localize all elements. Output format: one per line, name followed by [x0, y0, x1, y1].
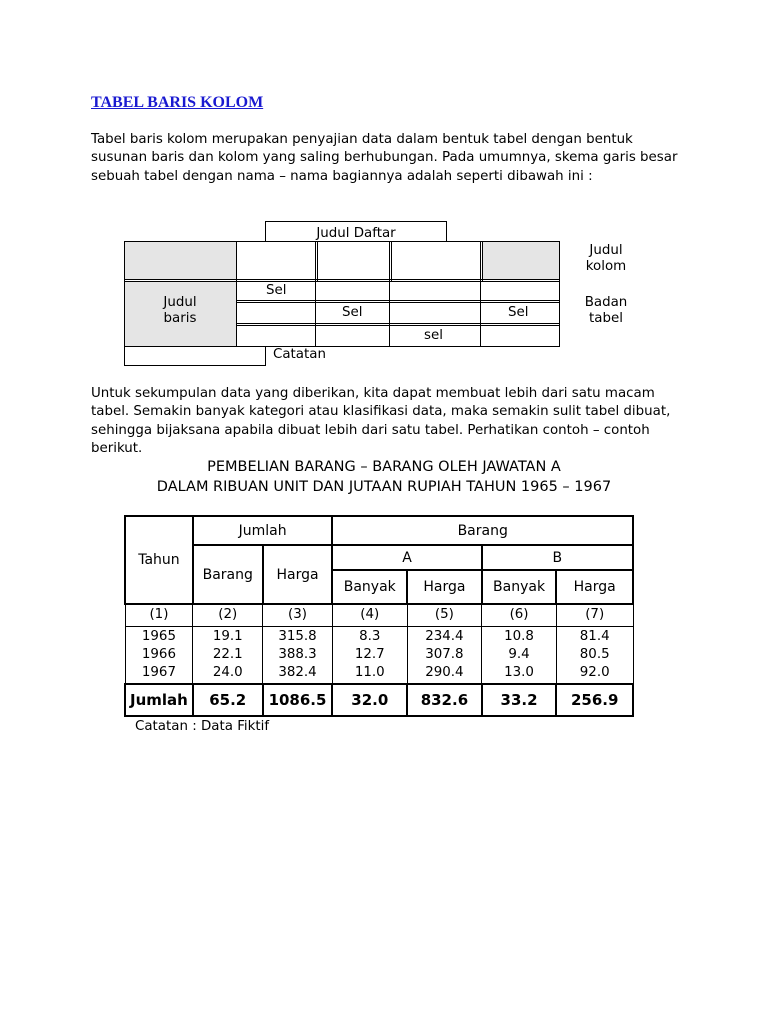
header-a-harga: Harga	[407, 570, 482, 604]
data-column: 8.3 12.7 11.0	[332, 626, 407, 684]
total-value: 832.6	[407, 684, 482, 716]
schema-line	[236, 300, 560, 301]
data-column: 234.4 307.8 290.4	[407, 626, 482, 684]
total-value: 1086.5	[263, 684, 333, 716]
data-column-tahun: 1965 1966 1967	[125, 626, 193, 684]
judul-baris-label: Judul baris	[163, 295, 197, 326]
schema-line	[124, 281, 560, 282]
table-row	[125, 626, 633, 684]
header-b-harga: Harga	[556, 570, 633, 604]
cell-label: Sel	[508, 305, 529, 320]
badan-tabel-label: Badan tabel	[584, 295, 628, 326]
schema-line	[391, 241, 392, 281]
second-paragraph: Untuk sekumpulan data yang diberikan, kita dapat membuat lebih dari satu macam tabel. Semakin banyak kategori atau klasifikasi data, maka semakin sulit tabel dibuat, sehingga bijaksana apabila dibuat lebih dari satu tabel. Perhatikan contoh – contoh berikut.	[91, 386, 671, 456]
header-jumlah-harga: Harga	[263, 545, 333, 604]
schema-line	[236, 325, 560, 326]
header-jumlah-barang: Barang	[193, 545, 263, 604]
table-note: Catatan : Data Fiktif	[135, 719, 270, 734]
judul-kolom-label: Judul kolom	[585, 243, 627, 274]
data-column: 315.8 388.3 382.4	[263, 626, 333, 684]
cell-label: sel	[424, 328, 443, 343]
header-b: B	[482, 545, 633, 570]
total-row	[125, 684, 633, 716]
header-a: A	[332, 545, 481, 570]
catatan-box	[124, 346, 266, 366]
column-number: (2)	[193, 604, 263, 626]
column-number: (6)	[482, 604, 557, 626]
total-value: 256.9	[556, 684, 633, 716]
schema-line	[480, 241, 481, 347]
schema-line	[482, 241, 483, 281]
data-column: 19.1 22.1 24.0	[193, 626, 263, 684]
total-value: 65.2	[193, 684, 263, 716]
column-number: (1)	[125, 604, 193, 626]
column-header-cell	[482, 242, 559, 280]
schema-line	[317, 241, 318, 281]
total-label: Jumlah	[125, 684, 193, 716]
data-column: 10.8 9.4 13.0	[482, 626, 557, 684]
table-title-line-2: DALAM RIBUAN UNIT DAN JUTAAN RUPIAH TAHUN 1965 – 1967	[156, 479, 612, 495]
schema-line	[236, 241, 237, 347]
header-tahun: Tahun	[125, 516, 193, 604]
column-number: (5)	[407, 604, 482, 626]
header-a-banyak: Banyak	[332, 570, 407, 604]
column-number: (7)	[556, 604, 633, 626]
total-value: 33.2	[482, 684, 557, 716]
schema-line	[389, 241, 390, 347]
schema-line	[236, 302, 560, 303]
data-table	[124, 515, 634, 717]
table-title-line-1: PEMBELIAN BARANG – BARANG OLEH JAWATAN A	[207, 459, 561, 475]
judul-daftar-label: Judul Daftar	[316, 226, 396, 241]
header-jumlah: Jumlah	[193, 516, 333, 545]
page-heading: TABEL BARIS KOLOM	[91, 94, 264, 111]
judul-daftar-box	[265, 221, 447, 242]
cell-label: Sel	[266, 283, 287, 298]
header-b-banyak: Banyak	[482, 570, 557, 604]
total-value: 32.0	[332, 684, 407, 716]
column-number: (4)	[332, 604, 407, 626]
cell-label: Sel	[342, 305, 363, 320]
intro-paragraph: Tabel baris kolom merupakan penyajian data dalam bentuk tabel dengan bentuk susunan baris dan kolom yang saling berhubungan. Pada umumnya, skema garis besar sebuah tabel dengan nama – nama bagiannya adalah seperti dibawah ini :	[91, 132, 678, 184]
column-number: (3)	[263, 604, 333, 626]
header-barang: Barang	[332, 516, 633, 545]
schema-line	[236, 323, 560, 324]
column-header-cell	[125, 242, 236, 280]
schema-line	[124, 279, 560, 280]
schema-line	[315, 241, 316, 347]
catatan-label: Catatan	[273, 347, 326, 362]
data-column: 81.4 80.5 92.0	[556, 626, 633, 684]
